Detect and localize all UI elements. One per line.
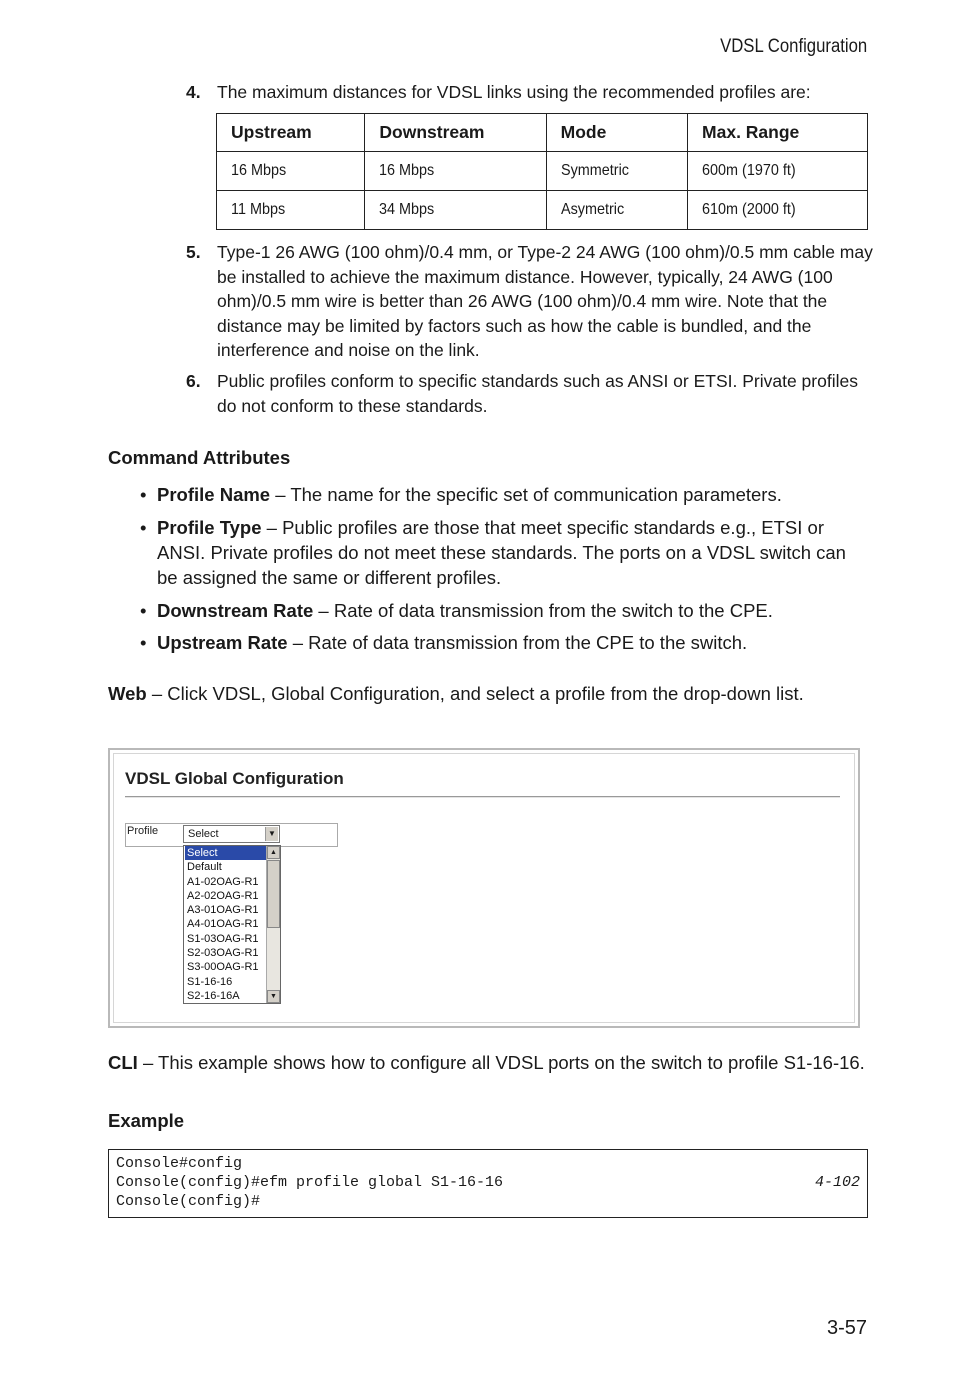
scrollbar-thumb[interactable]: [267, 860, 280, 928]
distance-table: [216, 113, 868, 230]
options-container: [185, 846, 267, 1003]
code-line: Console(config)#: [116, 1193, 261, 1210]
table-row: [217, 152, 868, 191]
screenshot-frame: [113, 753, 855, 1023]
note-text: Public profiles conform to specific standards such as ANSI or ETSI. Private profiles do not conform to these standards.: [217, 371, 858, 416]
table-header: Upstream: [217, 114, 365, 152]
running-header: VDSL Configuration: [719, 36, 867, 57]
profile-select[interactable]: [183, 825, 280, 843]
attribute-term: Profile Type: [157, 517, 262, 538]
code-line: Console#config: [116, 1155, 243, 1172]
table-cell: Asymetric: [546, 191, 687, 230]
dropdown-option[interactable]: A3-01OAG-R1: [187, 904, 259, 917]
dropdown-option[interactable]: S1-16-16: [187, 975, 233, 988]
attribute-term: Upstream Rate: [157, 632, 288, 653]
bullet-icon: •: [140, 484, 147, 505]
scrollbar[interactable]: [266, 846, 280, 1003]
table-cell: Symmetric: [546, 152, 687, 191]
table-cell: 610m (2000 ft): [688, 191, 868, 230]
dropdown-option[interactable]: S2-03OAG-R1: [187, 947, 259, 960]
note-number: 5.: [186, 242, 201, 262]
screenshot-panel: [108, 748, 860, 1028]
table-header: Max. Range: [688, 114, 868, 152]
attribute-desc: – The name for the specific set of communication parameters.: [270, 484, 782, 505]
selected-value: Select: [188, 828, 219, 840]
dropdown-option[interactable]: Select: [185, 846, 267, 860]
chevron-down-icon[interactable]: ▼: [265, 827, 278, 841]
cli-label: CLI: [108, 1052, 138, 1073]
dropdown-option[interactable]: A4-01OAG-R1: [187, 918, 259, 931]
dropdown-option[interactable]: S1-03OAG-R1: [187, 932, 259, 945]
page-number: 3-57: [826, 1317, 867, 1339]
table-row: [217, 191, 868, 230]
dropdown-option[interactable]: S2-16-16A: [187, 989, 240, 1002]
note-text: Type-1 26 AWG (100 ohm)/0.4 mm, or Type-2 24 AWG (100 ohm)/0.5 mm cable may be installed to achieve the maximum distance. However, typically, 24 AWG (100 ohm)/0.5 mm wire is better than 26 AWG (100 ohm)/0.4 mm wire. Note that the distance may be limited by factors such as how the cable is bundled, and the interference and noise on the link.: [217, 242, 873, 360]
table-cell: 11 Mbps: [217, 191, 365, 230]
profile-label: Profile: [127, 825, 159, 837]
web-text: – Click VDSL, Global Configuration, and select a profile from the drop-down list.: [146, 683, 804, 704]
dropdown-option[interactable]: S3-00OAG-R1: [187, 961, 259, 974]
code-line: Console(config)#efm profile global S1-16-16: [116, 1174, 504, 1191]
table-header-row: [217, 114, 868, 152]
dropdown-option[interactable]: A1-02OAG-R1: [187, 875, 259, 888]
note-text: The maximum distances for VDSL links using the recommended profiles are:: [217, 82, 811, 102]
web-label: Web: [108, 683, 147, 704]
page-reference: 4-102: [814, 1174, 860, 1191]
dropdown-option[interactable]: A2-02OAG-R1: [187, 889, 259, 902]
command-attributes-heading: Command Attributes: [108, 447, 291, 468]
attribute-term: Profile Name: [157, 484, 271, 505]
table-header: Mode: [546, 114, 687, 152]
attribute-term: Downstream Rate: [157, 600, 314, 621]
bullet-icon: •: [140, 632, 147, 653]
attribute-desc: – Public profiles are those that meet specific standards e.g., ETSI or ANSI. Private profiles do not meet these standards. The ports on a VDSL switch can be assigned the same or different profiles.: [157, 517, 846, 588]
scroll-down-icon[interactable]: ▼: [267, 990, 280, 1003]
bullet-icon: •: [140, 600, 147, 621]
bullet-icon: •: [140, 517, 147, 538]
cli-instructions: [108, 1050, 868, 1075]
divider: [125, 796, 840, 798]
profile-dropdown-list[interactable]: [183, 845, 281, 1004]
cli-text: – This example shows how to configure all VDSL ports on the switch to profile S1-16-16.: [137, 1052, 865, 1073]
example-heading: Example: [108, 1110, 185, 1131]
dropdown-option[interactable]: Default: [187, 861, 222, 874]
attribute-desc: – Rate of data transmission from the CPE to the switch.: [287, 632, 748, 653]
table-cell: 16 Mbps: [217, 152, 365, 191]
table-cell: 16 Mbps: [365, 152, 546, 191]
note-number: 6.: [186, 371, 201, 391]
attribute-desc: – Rate of data transmission from the switch to the CPE.: [313, 600, 773, 621]
web-instructions: [108, 681, 868, 706]
scroll-up-icon[interactable]: ▲: [267, 846, 280, 859]
screenshot-title: VDSL Global Configuration: [125, 769, 344, 788]
table-cell: 600m (1970 ft): [688, 152, 868, 191]
table-header: Downstream: [365, 114, 546, 152]
code-example: [108, 1149, 868, 1218]
table-cell: 34 Mbps: [365, 191, 546, 230]
note-number: 4.: [186, 82, 201, 102]
